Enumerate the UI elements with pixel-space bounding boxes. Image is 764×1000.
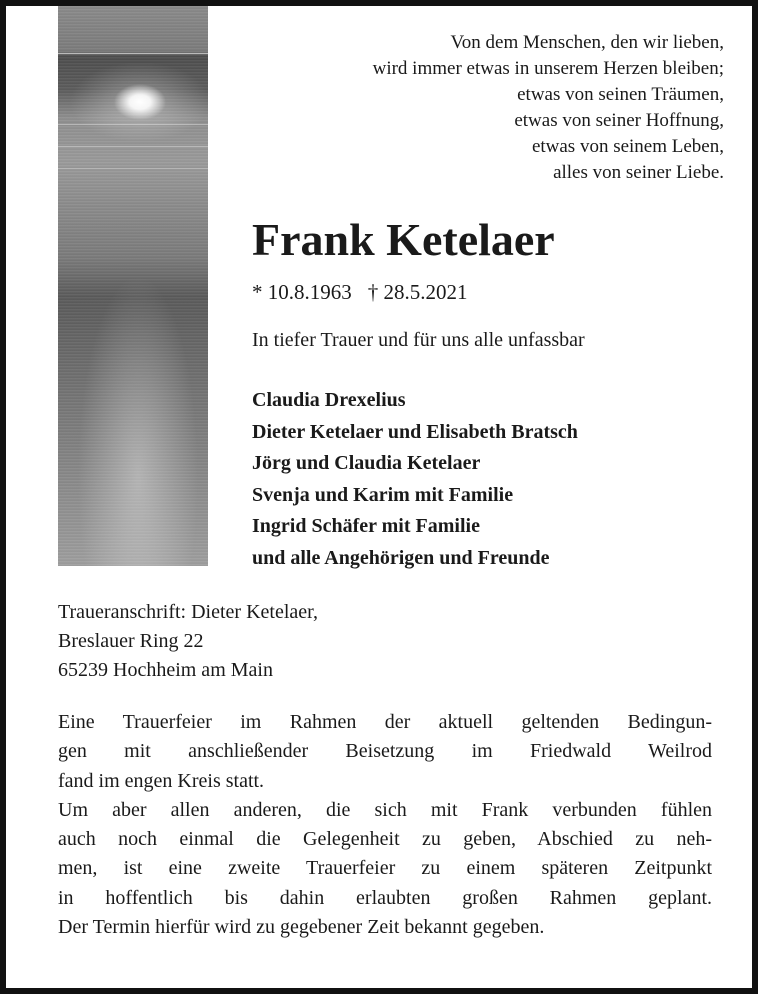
mourner: Svenja und Karim mit Familie — [252, 483, 514, 506]
body-line: Der Termin hierfür wird zu gegebener Zeit bekannt gegeben. — [58, 916, 545, 939]
address-line: 65239 Hochheim am Main — [58, 659, 273, 681]
poem-line: alles von seiner Liebe. — [553, 162, 724, 183]
mourner: Dieter Ketelaer und Elisabeth Bratsch — [252, 420, 578, 443]
poem-line: Von dem Menschen, den wir lieben, — [450, 32, 724, 53]
memorial-poem — [244, 30, 724, 186]
poem-line: etwas von seiner Hoffnung, — [514, 110, 724, 131]
sunset-sea-photo — [58, 6, 208, 566]
mourners-list — [252, 385, 578, 574]
body-line: auch noch einmal die Gelegenheit zu geben, Abschied zu neh- — [58, 828, 712, 851]
body-line: men, ist eine zweite Trauerfeier zu einem späteren Zeitpunkt — [58, 857, 712, 880]
mourner: Ingrid Schäfer mit Familie — [252, 515, 480, 537]
address-line: Breslauer Ring 22 — [58, 630, 204, 652]
mourner: Jörg und Claudia Ketelaer — [252, 452, 481, 474]
poem-line: etwas von seinem Leben, — [531, 136, 724, 157]
body-line: fand im engen Kreis statt. — [58, 769, 265, 792]
mourning-address — [58, 598, 318, 685]
poem-line: etwas von seinen Träumen, — [517, 84, 724, 105]
address-line: Traueranschrift: Dieter Ketelaer, — [58, 601, 319, 623]
mourning-line: In tiefer Trauer und für uns alle unfassbar — [252, 329, 585, 351]
mourner: und alle Angehörigen und Freunde — [252, 546, 550, 569]
deceased-name: Frank Ketelaer — [252, 214, 555, 265]
body-line: Um aber allen anderen, die sich mit Frank verbunden fühlen — [58, 798, 712, 821]
body-line: gen mit anschließender Beisetzung im Friedwald Weilrod — [58, 740, 712, 763]
poem-line: wird immer etwas in unserem Herzen bleiben; — [372, 58, 724, 79]
life-dates — [252, 277, 468, 307]
ceremony-information — [58, 708, 712, 942]
mourner: Claudia Drexelius — [252, 389, 406, 411]
death-date: † 28.5.2021 — [367, 280, 468, 304]
birth-date: * 10.8.1963 — [252, 280, 352, 304]
body-line: in hoffentlich bis dahin erlaubten großen Rahmen geplant. — [58, 886, 712, 909]
body-line: Eine Trauerfeier im Rahmen der aktuell geltenden Bedingun- — [58, 711, 712, 733]
